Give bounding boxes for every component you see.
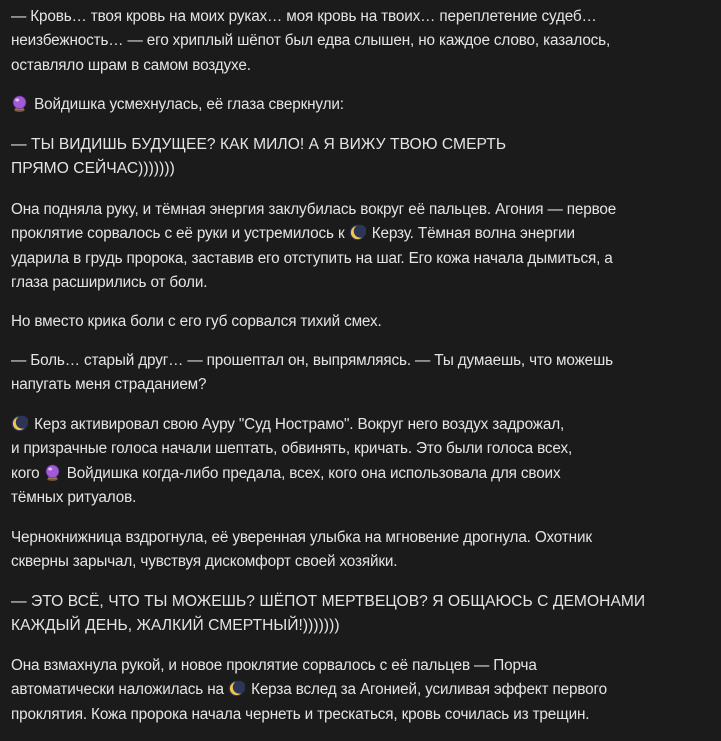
- crescent-moon-icon: [349, 224, 366, 241]
- chat-message: [11, 349, 701, 398]
- chat-message: [11, 654, 701, 727]
- crystal-ball-icon: [11, 95, 28, 112]
- message-text: — Боль… старый друг… — прошептал он, выпрямляясь. — Ты думаешь, что можешь напугать меня страданием?: [11, 352, 613, 394]
- message-text: Керзу. Тёмная волна энергии ударила в грудь пророка, заставив его отступить на шаг. Его кожа начала дымиться, а глаза расширились от боли.: [11, 225, 613, 291]
- message-text: — Кровь… твоя кровь на моих руках… моя кровь на твоих… переплетение судеб… неизбежность… — его хриплый шёпот был едва слышен, но каждое слово, казалось, оставляло шрам в самом воздухе.: [11, 8, 611, 74]
- chat-message: [11, 93, 701, 117]
- message-text: Чернокнижница вздрогнула, её уверенная улыбка на мгновение дрогнула. Охотник скверны зарычал, чувствуя дискомфорт своей хозяйки.: [11, 529, 592, 571]
- message-text: — ТЫ ВИДИШЬ БУДУЩЕЕ? КАК МИЛО! А Я ВИЖУ ТВОЮ СМЕРТЬ ПРЯМО СЕЙЧАС))))))): [11, 136, 507, 178]
- chat-message: [11, 198, 701, 295]
- message-text: Она подняла руку, и тёмная энергия заклубилась вокруг её пальцев. Агония — первое проклятие сорвалось с её руки и устремилось к: [11, 201, 617, 243]
- message-text: Войдишка усмехнулась, её глаза сверкнули:: [30, 96, 344, 113]
- chat-message: [11, 310, 701, 334]
- message-text: Но вместо крика боли с его губ сорвался тихий смех.: [11, 313, 382, 330]
- message-text: — ЭТО ВСЁ, ЧТО ТЫ МОЖЕШЬ? ШЁПОТ МЕРТВЕЦОВ? Я ОБЩАЮСЬ С ДЕМОНАМИ КАЖДЫЙ ДЕНЬ, ЖАЛКИЙ СМЕРТНЫЙ!))))))): [11, 593, 646, 635]
- chat-message: [11, 590, 701, 639]
- chat-message: [11, 526, 701, 575]
- chat-message: [11, 133, 701, 182]
- chat-message: [11, 5, 701, 78]
- message-text: Войдишка когда-либо предала, всех, кого она использовала для своих тёмных ритуалов.: [11, 464, 561, 506]
- message-text: Она взмахнула рукой, и новое проклятие сорвалось с её пальцев — Порча автоматически наложилась на: [11, 657, 537, 699]
- crystal-ball-icon: [44, 464, 61, 481]
- chat-message: [11, 413, 701, 510]
- message-text: Керз активировал свою Ауру "Суд Нострамо". Вокруг него воздух задрожал, и призрачные голоса начали шептать, обвинять, кричать. Это были голоса всех, кого: [11, 416, 573, 482]
- message-text: Керза вслед за Агонией, усиливая эффект первого проклятия. Кожа пророка начала чернеть и трескаться, кровь сочилась из трещин.: [11, 681, 607, 723]
- crescent-moon-icon: [228, 680, 245, 697]
- crescent-moon-icon: [11, 415, 28, 432]
